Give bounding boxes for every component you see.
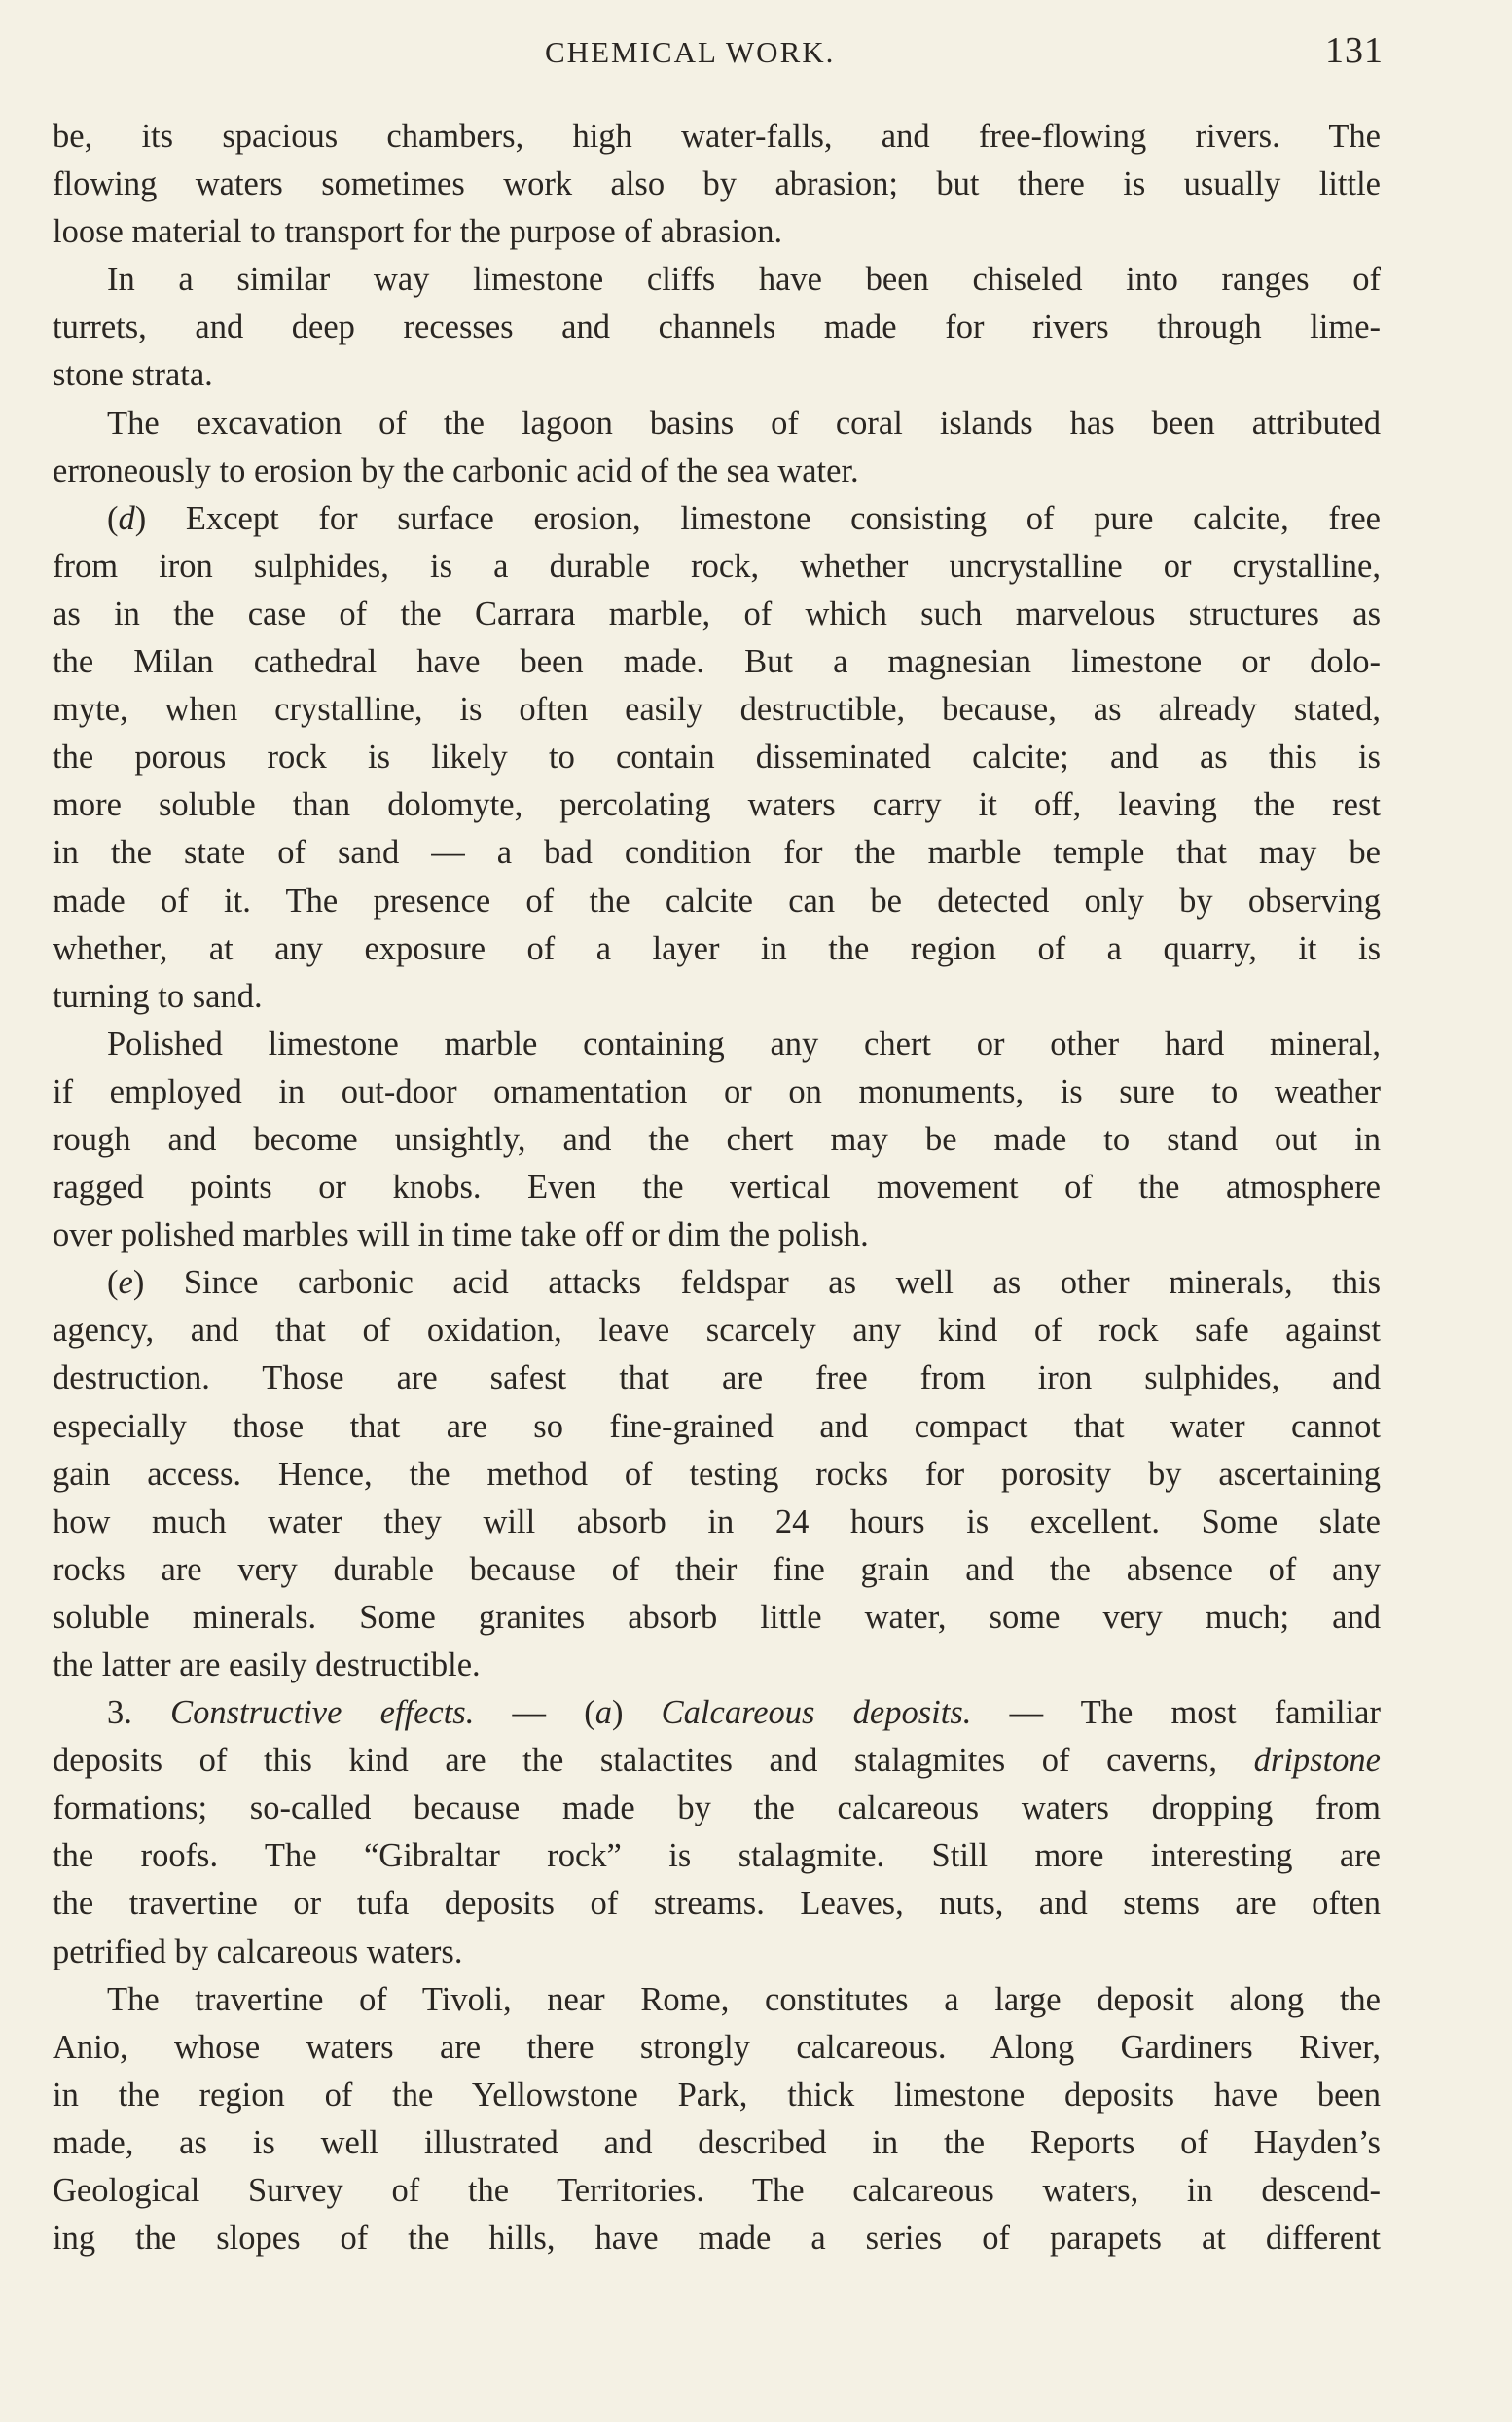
text-line: how much water they will absorb in 24 hours is excellent. Some slate (53, 1502, 1381, 1540)
text-line: in the state of sand — a bad condition for the marble temple that may be (53, 834, 1381, 872)
text-line: myte, when crystalline, is often easily destructible, because, as already stated, (53, 691, 1381, 729)
text-line: petrified by calcareous waters. (53, 1933, 463, 1970)
text-line: in the region of the Yellowstone Park, thick limestone deposits have been (53, 2076, 1381, 2114)
running-title: CHEMICAL WORK. (545, 35, 836, 69)
text-line: made of it. The presence of the calcite can be detected only by observing (53, 882, 1381, 920)
text-line: whether, at any exposure of a layer in the region of a quarry, it is (53, 929, 1381, 967)
text-line: Geological Survey of the Territories. The calcareous waters, in descend- (53, 2172, 1381, 2210)
text-line: turning to sand. (53, 977, 263, 1015)
text-line: rocks are very durable because of their fine grain and the absence of any (53, 1550, 1381, 1588)
text-line: ragged points or knobs. Even the vertical movement of the atmosphere (53, 1169, 1381, 1207)
text-line: loose material to transport for the purpose of abrasion. (53, 213, 783, 251)
body-text (53, 113, 1381, 2262)
text-line: In a similar way limestone cliffs have been chiseled into ranges of (107, 261, 1381, 299)
text-line: especially those that are so fine-grained and compact that water cannot (53, 1407, 1381, 1445)
text-line: The excavation of the lagoon basins of coral islands has been attributed (107, 404, 1381, 442)
text-line: flowing waters sometimes work also by abrasion; but there is usually little (53, 165, 1381, 203)
text-line: if employed in out-door ornamentation or on monuments, is sure to weather (53, 1072, 1381, 1110)
text-line: from iron sulphides, is a durable rock, whether uncrystalline or crystalline, (53, 547, 1381, 585)
text-line: the roofs. The “Gibraltar rock” is stalagmite. Still more interesting are (53, 1837, 1381, 1875)
text-line: The travertine of Tivoli, near Rome, constitutes a large deposit along the (107, 1980, 1381, 2018)
text-line: be, its spacious chambers, high water-falls, and free-flowing rivers. The (53, 118, 1381, 155)
running-head (0, 29, 1512, 76)
text-line: gain access. Hence, the method of testing rocks for porosity by ascertaining (53, 1455, 1381, 1493)
page-number: 131 (1325, 30, 1384, 71)
text-line: ing the slopes of the hills, have made a series of parapets at different (53, 2220, 1381, 2258)
text-line: deposits of this kind are the stalactites and stalagmites of caverns, dripstone (53, 1742, 1381, 1780)
text-line: destruction. Those are safest that are free from iron sulphides, and (53, 1359, 1381, 1397)
text-line: 3. Constructive effects. — (a) Calcareous deposits. — The most familiar (107, 1694, 1381, 1732)
text-line: formations; so-called because made by the calcareous waters dropping from (53, 1789, 1381, 1827)
text-line: made, as is well illustrated and described in the Reports of Hayden’s (53, 2123, 1381, 2161)
text-line: erroneously to erosion by the carbonic acid of the sea water. (53, 452, 859, 489)
text-line: turrets, and deep recesses and channels made for rivers through lime- (53, 308, 1381, 346)
text-line: the porous rock is likely to contain disseminated calcite; and as this is (53, 739, 1381, 777)
text-line: Polished limestone marble containing any chert or other hard mineral, (107, 1025, 1381, 1063)
text-line: as in the case of the Carrara marble, of which such marvelous structures as (53, 595, 1381, 633)
text-line: over polished marbles will in time take off or dim the polish. (53, 1216, 869, 1254)
text-line: rough and become unsightly, and the chert may be made to stand out in (53, 1120, 1381, 1158)
text-line: stone strata. (53, 356, 213, 394)
text-line: Anio, whose waters are there strongly calcareous. Along Gardiners River, (53, 2028, 1381, 2066)
text-line: the latter are easily destructible. (53, 1646, 481, 1683)
text-line: agency, and that of oxidation, leave scarcely any kind of rock safe against (53, 1312, 1381, 1350)
text-line: the Milan cathedral have been made. But a magnesian limestone or dolo- (53, 643, 1381, 681)
text-line: (e) Since carbonic acid attacks feldspar as well as other minerals, this (107, 1264, 1381, 1302)
text-line: soluble minerals. Some granites absorb little water, some very much; and (53, 1598, 1381, 1636)
text-line: (d) Except for surface erosion, limestone consisting of pure calcite, free (107, 499, 1381, 537)
text-line: the travertine or tufa deposits of streams. Leaves, nuts, and stems are often (53, 1885, 1381, 1923)
text-line: more soluble than dolomyte, percolating waters carry it off, leaving the rest (53, 786, 1381, 824)
